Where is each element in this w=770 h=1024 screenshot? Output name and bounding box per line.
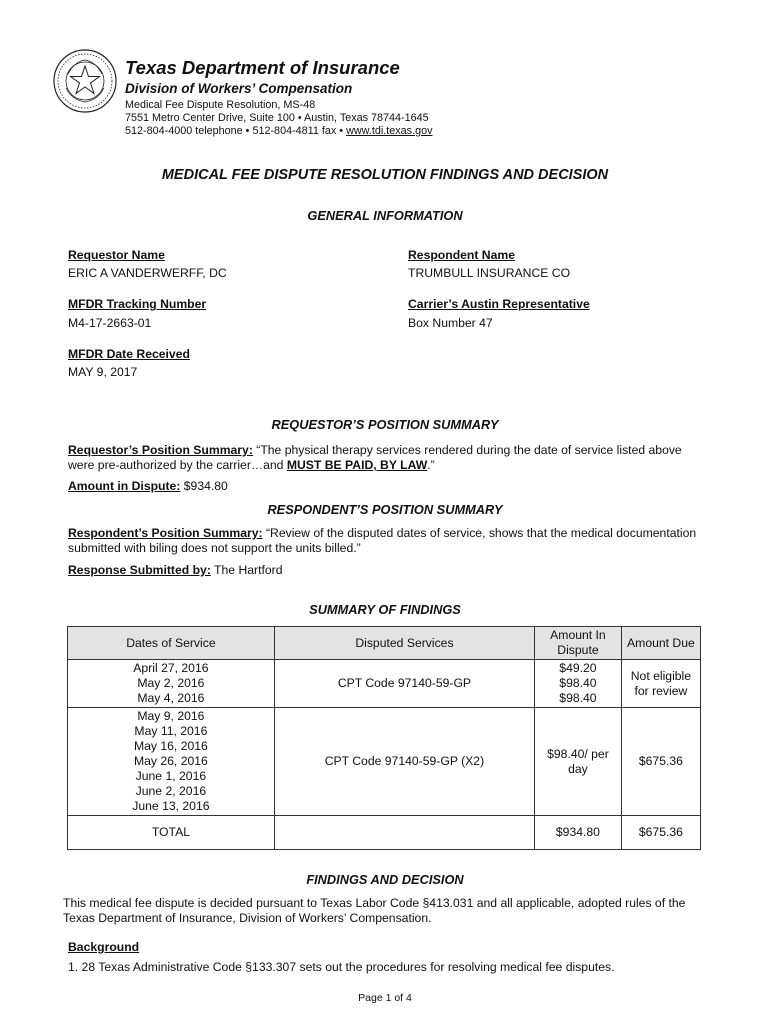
respondent-position-heading: RESPONDENT’S POSITION SUMMARY: [267, 502, 503, 517]
respondent-position-label: Respondent’s Position Summary:: [68, 526, 263, 540]
respondent-name-label: Respondent Name: [408, 248, 515, 262]
column-header: Amount Due: [621, 627, 700, 660]
disputed-amount: $49.20: [559, 661, 597, 675]
findings-intro-paragraph: This medical fee dispute is decided pursuant to Texas Labor Code §413.031 and all applicable, adopted rules of the Texas Department of Insurance, Division of Workers’ Compensation.: [63, 896, 686, 925]
carrier-representative-value: Box Number 47: [408, 316, 493, 330]
summary-of-findings-heading: SUMMARY OF FINDINGS: [309, 602, 461, 617]
respondent-position-paragraph: [68, 526, 708, 556]
amount-in-dispute-value: $934.80: [180, 479, 228, 493]
service-date: May 11, 2016: [134, 724, 208, 738]
requestor-position-emphasis: MUST BE PAID, BY LAW: [286, 458, 428, 472]
column-header: Dates of Service: [68, 627, 275, 660]
findings-and-decision-heading: FINDINGS AND DECISION: [306, 872, 464, 887]
service-date: June 1, 2016: [135, 769, 207, 783]
tracking-number-value: M4-17-2663-01: [68, 316, 152, 330]
service-date: May 2, 2016: [137, 676, 205, 690]
response-submitted-line: [68, 563, 708, 578]
service-date: May 4, 2016: [137, 691, 205, 705]
requestor-position-text-end: .”: [427, 458, 435, 472]
total-amount-cell: $934.80: [535, 816, 622, 850]
background-item: 1. 28 Texas Administrative Code §133.307 sets out the procedures for resolving medical fee disputes.: [68, 960, 615, 974]
general-information-heading: GENERAL INFORMATION: [307, 208, 463, 223]
document-title: MEDICAL FEE DISPUTE RESOLUTION FINDINGS AND DECISION: [161, 167, 609, 183]
column-header: Disputed Services: [274, 627, 534, 660]
respondent-position-text: “Review of the disputed dates of service, shows that the medical documentation submitted with biling does not support the units billed.”: [68, 526, 697, 555]
contact-text: 512-804-4000 telephone • 512-804-4811 fax •: [125, 125, 347, 137]
amount-in-dispute-cell: [535, 660, 622, 708]
service-date: June 13, 2016: [132, 799, 210, 813]
total-due-cell: $675.36: [621, 816, 700, 850]
amount-in-dispute-cell: $98.40/ per day: [535, 708, 622, 816]
service-date: May 16, 2016: [133, 739, 208, 753]
requestor-position-heading: REQUESTOR’S POSITION SUMMARY: [271, 417, 499, 432]
amount-due-cell: $675.36: [621, 708, 700, 816]
background-heading: Background: [68, 940, 140, 954]
total-empty-cell: [274, 816, 534, 850]
requestor-name-label: Requestor Name: [68, 248, 165, 262]
disputed-service-cell: CPT Code 97140-59-GP (X2): [274, 708, 534, 816]
table-header-row: [68, 627, 701, 660]
respondent-name-value: TRUMBULL INSURANCE CO: [408, 266, 571, 280]
unit-line: Medical Fee Dispute Resolution, MS-48: [125, 99, 316, 111]
table-row: [68, 660, 701, 708]
page-number: Page 1 of 4: [358, 992, 412, 1004]
address-line: 7551 Metro Center Drive, Suite 100 • Austin, Texas 78744-1645: [125, 112, 429, 124]
service-date: May 9, 2016: [137, 709, 205, 723]
requestor-position-label: Requestor’s Position Summary:: [68, 443, 253, 457]
state-seal-logo: [52, 48, 118, 114]
service-date: April 27, 2016: [133, 661, 209, 675]
division-name: Division of Workers’ Compensation: [125, 81, 353, 96]
requestor-position-text: “The physical therapy services rendered during the date of service listed above were pre-authorized by the carrier…and: [68, 443, 682, 472]
table-total-row: [68, 816, 701, 850]
requestor-name-value: ERIC A VANDERWERFF, DC: [68, 266, 227, 280]
dates-of-service-cell: [68, 660, 275, 708]
website-link[interactable]: www.tdi.texas.gov: [346, 125, 433, 137]
column-header: Amount In Dispute: [535, 627, 622, 660]
amount-due-cell: Not eligible for review: [621, 660, 700, 708]
agency-name: Texas Department of Insurance: [125, 57, 400, 78]
total-label-cell: TOTAL: [68, 816, 275, 850]
response-submitted-value: The Hartford: [210, 563, 283, 577]
disputed-amount: $98.40: [559, 676, 597, 690]
disputed-service-cell: CPT Code 97140-59-GP: [274, 660, 534, 708]
date-received-label: MFDR Date Received: [68, 347, 190, 361]
service-date: May 26, 2016: [133, 754, 208, 768]
amount-in-dispute-line: [68, 479, 708, 494]
dates-of-service-cell: [68, 708, 275, 816]
carrier-representative-label: Carrier’s Austin Representative: [408, 297, 590, 311]
contact-line: [125, 124, 433, 138]
table-row: [68, 708, 701, 816]
findings-table: [67, 626, 701, 850]
disputed-amount: $98.40: [559, 691, 597, 705]
response-submitted-label: Response Submitted by:: [68, 563, 211, 577]
date-received-value: MAY 9, 2017: [68, 365, 138, 379]
amount-in-dispute-label: Amount in Dispute:: [68, 479, 181, 493]
service-date: June 2, 2016: [135, 784, 207, 798]
tracking-number-label: MFDR Tracking Number: [68, 297, 207, 311]
requestor-position-paragraph: [68, 443, 708, 473]
